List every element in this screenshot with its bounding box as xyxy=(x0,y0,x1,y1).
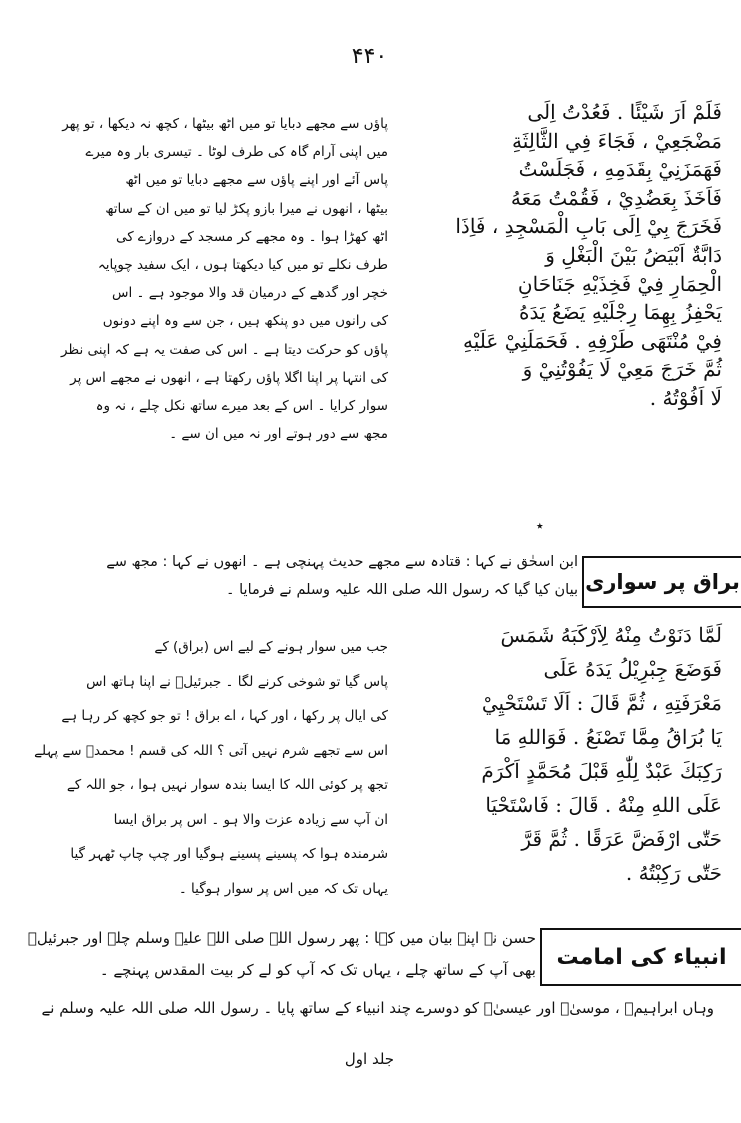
arabic-line: لَا اَفُوْتُهُ . xyxy=(649,385,722,410)
urdu-line: شرمندہ ہوا کہ پسینے پسینے ہوگیا اور چپ چاپ ٹھہر گیا xyxy=(70,846,388,862)
arabic-line: دَابَّةٌ اَبْيَضُ بَيْنَ الْبَغْلِ وَ xyxy=(545,242,722,267)
page-number: ۴۴۰ xyxy=(351,44,388,69)
urdu-line: مجھ سے دور ہوتے اور نہ میں ان سے ۔ xyxy=(169,426,388,443)
separator-mark: ٭ xyxy=(536,518,544,534)
arabic-line: فَاَخَذَ بِعَضُدِيْ ، فَقُمْتُ مَعَهُ xyxy=(510,185,722,210)
urdu-line: سوار کرایا ۔ اس کے بعد میرے ساتھ نکل چلے ، نہ وہ xyxy=(95,398,388,415)
arabic-line: فَخَرَجَ بِيْ اِلَى بَابِ الْمَسْجِدِ ، فَاِذَا xyxy=(455,214,722,239)
arabic-line: عَلَى اللهِ مِنْهُ . قَالَ : فَاسْتَحْيَا xyxy=(485,793,722,817)
arabic-line: يَحْفِزُ بِهِمَا رِجْلَيْهِ يَضَعُ يَدَهُ xyxy=(519,300,722,325)
narration-line: حسن نے اپنے بیان میں کہا : پھر رسول اللہ صلی اللہ علیہ وسلم چلے اور جبرئیلؑ xyxy=(27,929,536,947)
narration-line: ابن اسحٰق نے کہا : قتادہ سے مجھے حدیث پہنچی ہے ۔ انھوں نے کہا : مجھ سے xyxy=(106,554,578,570)
arabic-text-column-2 xyxy=(400,618,722,890)
narration-imamat xyxy=(27,922,536,986)
arabic-line: يَا بُرَاقُ مِمَّا تَصْنَعُ . فَوَاللهِ مَا xyxy=(494,725,722,749)
urdu-line: کی رانوں میں دو پنکھ ہیں ، جن سے وہ اپنے دونوں xyxy=(102,313,388,330)
arabic-line: الْحِمَارِ فِيْ فَخِذَيْهِ جَنَاحَانِ xyxy=(517,271,722,296)
urdu-line: تجھ پر کوئی اللہ کا ایسا بندہ سوار نہیں ہوا ، جو اللہ کے xyxy=(66,777,388,793)
urdu-translation-column-2 xyxy=(34,630,388,906)
narration-buraq xyxy=(70,548,578,604)
arabic-line: ثُمَّ خَرَجَ مَعِيْ لَا يَفُوْتُنِيْ وَ xyxy=(522,357,722,382)
urdu-line: پاس آئے اور اپنے پاؤں سے مجھے دبایا تو میں اٹھ xyxy=(125,172,388,189)
arabic-line: فَلَمْ اَرَ شَيْئًا . فَعُدْتُ اِلَى xyxy=(527,100,722,124)
section-heading-buraq: براق پر سواری xyxy=(582,556,741,608)
urdu-line: کی انتہا پر اپنا اگلا پاؤں رکھتا ہے ، انھوں نے مجھے اس پر xyxy=(70,369,388,386)
arabic-line: لَمَّا دَنَوْتُ مِنْهُ لِاَرْكَبَهُ شَمَسَ xyxy=(500,623,722,647)
urdu-line: اٹھ کھڑا ہوا ۔ وہ مجھے کر مسجد کے دروازے کی xyxy=(115,228,388,245)
urdu-translation-column-1 xyxy=(60,110,388,448)
footer-volume-label: جلد اول xyxy=(344,1050,395,1068)
arabic-text-column-1 xyxy=(400,98,722,413)
narration-imamat-continued xyxy=(41,993,714,1023)
narration-line: وہاں ابراہیمؑ ، موسیٰؑ اور عیسیٰؑ کو دوسرے چند انبیاء کے ساتھ پایا ۔ رسول اللہ صلی اللہ علیہ وسلم نے xyxy=(41,999,714,1017)
urdu-line: پاس گیا تو شوخی کرنے لگا ۔ جبرئیلؑ نے اپنا ہاتھ اس xyxy=(86,673,388,690)
arabic-line: فَهَمَزَنِيْ بِقَدَمِهِ ، فَجَلَسْتُ xyxy=(518,157,722,182)
urdu-line: پاؤں سے مجھے دبایا تو میں اٹھ بیٹھا ، کچھ نہ دیکھا ، تو پھر xyxy=(62,116,388,132)
urdu-line: طرف نکلے تو میں کیا دیکھتا ہوں ، ایک سفید چوپایہ xyxy=(97,257,388,274)
arabic-line: مَضْجَعِيْ ، فَجَاءَ فِي الثَّالِثَةِ xyxy=(512,128,722,153)
narration-line: بھی آپ کے ساتھ چلے ، یہاں تک کہ آپ کو لے کر بیت المقدس پہنچے ۔ xyxy=(99,961,536,979)
arabic-line: رَكِبَكَ عَبْدٌ لِلّٰهِ قَبْلَ مُحَمَّدٍ اَكْرَمَ xyxy=(481,759,722,783)
urdu-line: خچر اور گدھے کے درمیان قد والا موجود ہے ۔ اس xyxy=(112,285,388,302)
urdu-line: جب میں سوار ہونے کے لیے اس (براق) کے xyxy=(154,639,388,655)
section-heading-imamat: انبیاء کی امامت xyxy=(540,928,741,986)
arabic-line: فِيْ مُنْتَهَى طَرْفِهِ . فَحَمَلَنِيْ عَلَيْهِ xyxy=(463,328,722,353)
arabic-line: فَوَضَعَ جِبْرِيْلُ يَدَهُ عَلَى xyxy=(543,657,722,681)
urdu-line: اس سے تجھے شرم نہیں آتی ؟ اللہ کی قسم ! محمدؐ سے پہلے xyxy=(34,742,388,759)
arabic-line: حَتّٰى رَكِبْتُهُ . xyxy=(625,861,722,885)
urdu-line: یہاں تک کہ میں اس پر سوار ہوگیا ۔ xyxy=(178,880,388,897)
urdu-line: بیٹھا ، انھوں نے میرا بازو پکڑ لیا تو میں ان کے ساتھ xyxy=(105,200,388,217)
narration-line: بیان کیا گیا کہ رسول اللہ صلی اللہ علیہ وسلم نے فرمایا ۔ xyxy=(226,582,578,598)
arabic-line: مَعْرَفَتِهِ ، ثُمَّ قَالَ : اَلَا تَسْتَحْيِيْ xyxy=(481,691,722,715)
urdu-line: ان آپ سے زیادہ عزت والا ہو ۔ اس پر براق ایسا xyxy=(113,811,388,828)
urdu-line: پاؤں کو حرکت دیتا ہے ۔ اس کی صفت یہ ہے کہ اپنی نظر xyxy=(60,341,388,358)
urdu-line: میں اپنی آرام گاہ کی طرف لوٹا ۔ تیسری بار وہ میرے xyxy=(85,144,388,161)
urdu-line: کی ایال پر رکھا ، اور کہا ، اے براق ! تو جو کچھ کر رہا ہے xyxy=(61,708,388,724)
arabic-line: حَتّٰى ارْفَضَّ عَرَقًا . ثُمَّ قَرَّ xyxy=(521,827,722,851)
